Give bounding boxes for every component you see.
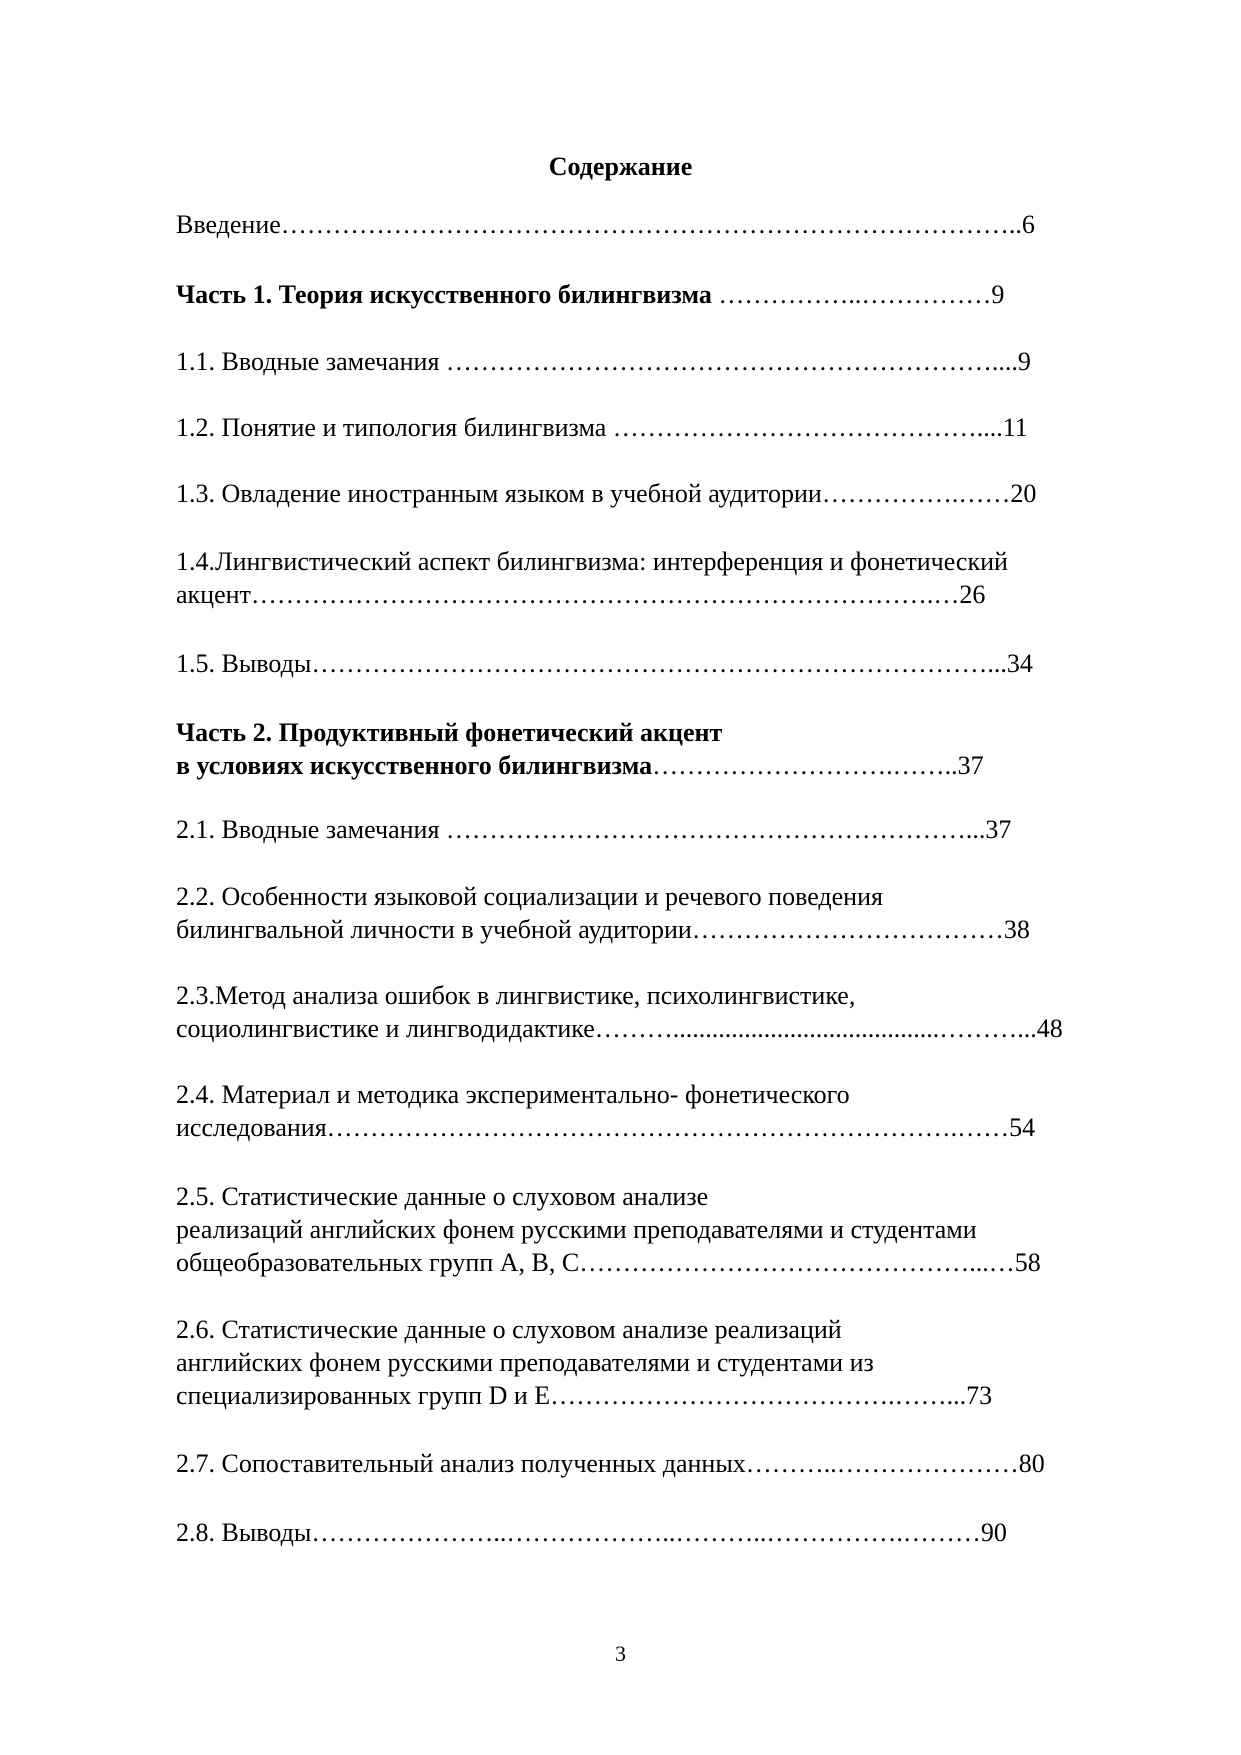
toc-entry-line <box>176 913 1030 946</box>
toc-entry-line <box>176 278 1004 311</box>
toc-entry-line <box>176 578 1008 611</box>
toc-entry-title: социолингвистике и лингводидактике <box>176 1014 595 1043</box>
toc-entry-leader-page: ………………………………………...…58 <box>579 1248 1041 1277</box>
toc-entry-leader-page: ……….........................................………...48 <box>594 1014 1063 1043</box>
toc-entry-line <box>176 477 1036 510</box>
toc-entry-leader-page: …………………………………………………………………………..6 <box>280 210 1035 239</box>
toc-entry-line: реализаций английских фонем русскими преподавателями и студентами <box>176 1215 977 1244</box>
toc-entry-2-5[interactable] <box>176 1180 1041 1279</box>
toc-entry-2-8[interactable] <box>176 1516 1007 1549</box>
toc-entry-line: 2.6. Статистические данные о слуховом анализе реализаций <box>176 1315 842 1344</box>
toc-entry-line: 2.2. Особенности языковой социализации и речевого поведения <box>176 882 883 911</box>
toc-entry-part-2[interactable] <box>176 716 984 782</box>
toc-entry-part-1[interactable] <box>176 278 1004 311</box>
page-title: Содержание <box>548 152 693 181</box>
toc-entry-line: английских фонем русскими преподавателями и студентами из <box>176 1348 874 1377</box>
toc-entry-line <box>176 1516 1007 1549</box>
toc-entry-line <box>176 1447 1045 1480</box>
toc-entry-2-1[interactable] <box>176 813 1011 846</box>
toc-entry-1-5[interactable] <box>176 647 1033 680</box>
toc-entry-leader-page: ……………………………………....11 <box>606 413 1028 442</box>
toc-entry-line <box>176 411 1028 444</box>
toc-entry-introduction[interactable] <box>176 208 1035 241</box>
page-number: 3 <box>615 1641 626 1666</box>
toc-entry-title: 2.7. Сопоставительный анализ полученных данных <box>176 1449 746 1478</box>
toc-entry-title: специализированных групп D и E <box>176 1381 551 1410</box>
toc-entry-leader-page: …………….……20 <box>821 479 1037 508</box>
toc-entry-line: 1.4.Лингвистический аспект билингвизма: интерференция и фонетический <box>176 547 1008 576</box>
toc-entry-2-4[interactable] <box>176 1078 1035 1144</box>
toc-entry-title: 1.1. Вводные замечания <box>176 347 440 376</box>
toc-entry-title: акцент <box>176 580 251 609</box>
toc-entry-title: 2.8. Выводы <box>176 1518 312 1547</box>
toc-entry-leader-page: …………………..………………..………..…………….………90 <box>311 1518 1007 1547</box>
toc-entry-line: 2.3.Метод анализа ошибок в лингвистике, психолингвистике, <box>176 981 856 1010</box>
toc-entry-leader-page: ………………………………38 <box>691 915 1030 944</box>
toc-entry-title: Введение <box>176 210 281 239</box>
toc-entry-line <box>176 1111 1035 1144</box>
toc-entry-line: 2.4. Материал и методика экспериментально- фонетического <box>176 1080 850 1109</box>
toc-entry-title: исследования <box>176 1113 327 1142</box>
toc-entry-line <box>176 345 1031 378</box>
toc-entry-leader-page: ……………………….……..37 <box>652 751 984 780</box>
toc-entry-2-3[interactable] <box>176 979 1063 1045</box>
toc-entry-line <box>176 1246 1041 1279</box>
toc-entry-line: Часть 2. Продуктивный фонетический акцент <box>176 718 723 747</box>
toc-entry-1-4[interactable] <box>176 545 1008 611</box>
toc-entry-leader-page: ……………..……………9 <box>711 280 1005 309</box>
toc-entry-title: 1.2. Понятие и типология билингвизма <box>176 413 607 442</box>
toc-entry-leader-page: ……………………………………………………………….……54 <box>326 1113 1036 1142</box>
toc-entry-title: Часть 1. Теория искусственного билингвизма <box>176 280 712 309</box>
toc-entry-line <box>176 1379 992 1412</box>
toc-entry-1-3[interactable] <box>176 477 1036 510</box>
toc-entry-leader-page: ………..…………………80 <box>745 1449 1045 1478</box>
toc-entry-line <box>176 1012 1063 1045</box>
toc-entry-title: в условиях искусственного билингвизма <box>176 751 653 780</box>
toc-entry-2-2[interactable] <box>176 880 1030 946</box>
toc-entry-2-6[interactable] <box>176 1313 992 1412</box>
toc-entry-line: 2.5. Статистические данные о слуховом анализе <box>176 1182 709 1211</box>
toc-entry-line <box>176 208 1035 241</box>
toc-entry-2-7[interactable] <box>176 1447 1045 1480</box>
toc-entry-leader-page: ……………………………………………………...37 <box>439 815 1012 844</box>
toc-entry-line <box>176 749 984 782</box>
toc-entry-1-1[interactable] <box>176 345 1031 378</box>
toc-entry-title: 1.3. Овладение иностранным языком в учебной аудитории <box>176 479 822 508</box>
toc-entry-line <box>176 813 1011 846</box>
toc-entry-leader-page: …………………………………………………………………….…26 <box>250 580 986 609</box>
toc-entry-leader-page: ………………………………………………………....9 <box>439 347 1031 376</box>
toc-entry-leader-page: ……………………………………………………………………...34 <box>311 649 1033 678</box>
toc-entry-leader-page: ………………………………….……...73 <box>550 1381 993 1410</box>
toc-entry-line <box>176 647 1033 680</box>
toc-entry-title: 2.1. Вводные замечания <box>176 815 440 844</box>
toc-entry-title: 1.5. Выводы <box>176 649 312 678</box>
toc-entry-1-2[interactable] <box>176 411 1028 444</box>
toc-entry-title: общеобразовательных групп А, В, С <box>176 1248 580 1277</box>
toc-entry-title: билингвальной личности в учебной аудитории <box>176 915 692 944</box>
